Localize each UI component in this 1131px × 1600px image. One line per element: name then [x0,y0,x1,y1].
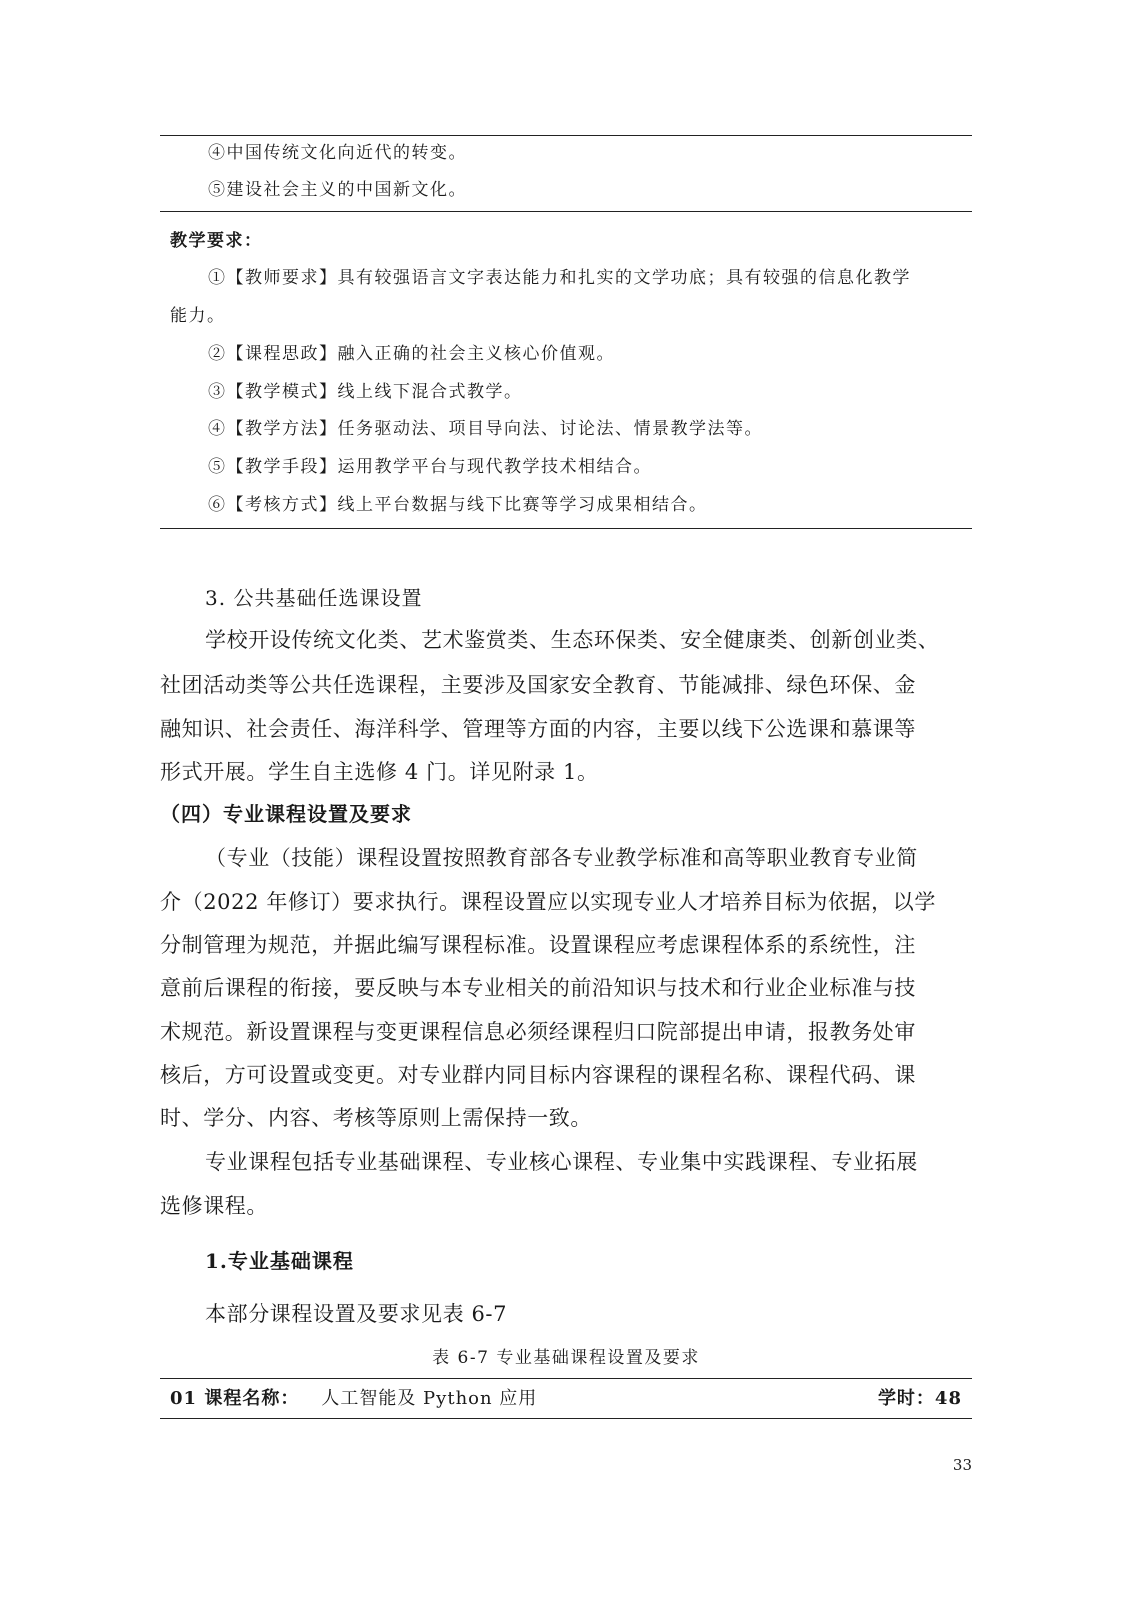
teaching-req-item-1-cont: 能力。 [170,306,226,326]
table-divider [160,211,972,212]
course-hours: 学时：48 [877,1388,962,1409]
section-4-para2-line: 选修课程。 [160,1194,268,1218]
section-4-para-line: 核后，方可设置或变更。对专业群内同目标内容课程的课程名称、课程代码、课 [160,1063,916,1087]
section-3-para-line: 社团活动类等公共任选课程，主要涉及国家安全教育、节能减排、绿色环保、金 [160,673,916,697]
subsection-1-heading: 1.专业基础课程 [205,1249,354,1273]
table-row-item-5: ⑤建设社会主义的中国新文化。 [208,180,467,200]
course-row [170,1384,962,1410]
table-caption: 表 6-7 专业基础课程设置及要求 [432,1348,700,1368]
section-3-para-line: 形式开展。学生自主选修 4 门。详见附录 1。 [160,760,599,784]
section-4-para-line: 分制管理为规范，并据此编写课程标准。设置课程应考虑课程体系的系统性，注 [160,933,916,957]
teaching-req-item-5: ⑤【教学手段】运用教学平台与现代教学技术相结合。 [208,457,652,477]
teaching-req-item-3: ③【教学模式】线上线下混合式教学。 [208,382,523,402]
section-3-heading: 3. 公共基础任选课设置 [205,586,423,610]
section-3-para-line: 融知识、社会责任、海洋科学、管理等方面的内容，主要以线下公选课和慕课等 [160,717,916,741]
course-table-bottom-border [160,1418,972,1419]
course-name: 人工智能及 Python 应用 [321,1388,538,1409]
teaching-requirements-label: 教学要求： [170,231,263,251]
section-3-para-line: 学校开设传统文化类、艺术鉴赏类、生态环保类、安全健康类、创新创业类、 [205,628,940,652]
teaching-req-item-2: ②【课程思政】融入正确的社会主义核心价值观。 [208,344,615,364]
table-row-item-4: ④中国传统文化向近代的转变。 [208,143,467,163]
table-top-border [160,135,972,136]
course-name-label: 01 课程名称： [170,1388,300,1409]
teaching-req-item-1: ①【教师要求】具有较强语言文字表达能力和扎实的文学功底；具有较强的信息化教学 [208,268,911,288]
section-4-para2-line: 专业课程包括专业基础课程、专业核心课程、专业集中实践课程、专业拓展 [205,1150,918,1174]
page-number: 33 [952,1456,972,1474]
teaching-req-item-6: ⑥【考核方式】线上平台数据与线下比赛等学习成果相结合。 [208,495,708,515]
section-4-para-line: 时、学分、内容、考核等原则上需保持一致。 [160,1106,592,1130]
section-4-para-line: （专业（技能）课程设置按照教育部各专业教学标准和高等职业教育专业简 [205,846,918,870]
section-4-para-line: 介（2022 年修订）要求执行。课程设置应以实现专业人才培养目标为依据，以学 [160,890,936,914]
teaching-req-item-4: ④【教学方法】任务驱动法、项目导向法、讨论法、情景教学法等。 [208,419,763,439]
table-bottom-border [160,528,972,529]
section-4-para-line: 意前后课程的衔接，要反映与本专业相关的前沿知识与技术和行业企业标准与技 [160,976,916,1000]
course-table-top-border [160,1378,972,1379]
section-4-heading: （四）专业课程设置及要求 [160,802,412,826]
subsection-1-text: 本部分课程设置及要求见表 6-7 [205,1302,508,1326]
section-4-para-line: 术规范。新设置课程与变更课程信息必须经课程归口院部提出申请，报教务处审 [160,1020,916,1044]
